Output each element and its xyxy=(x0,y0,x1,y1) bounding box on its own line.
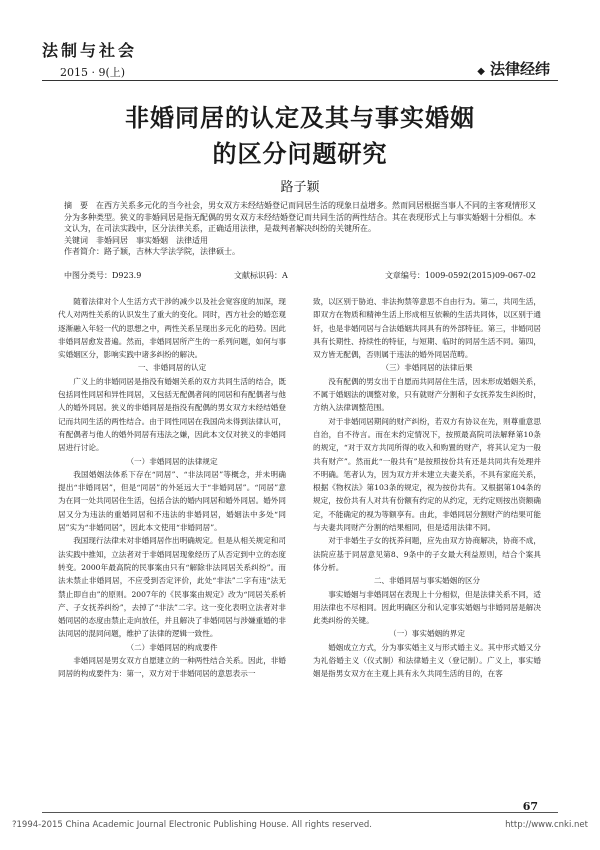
right-column xyxy=(313,295,541,795)
footer-rule xyxy=(42,812,558,813)
abstract-text: 摘 要 在西方关系多元化的当今社会，男女双方未经结婚登记而同居生活的现象日益增多。然而同居根据当事人不同的主客观情形又分为多种类型。狭义的非婚同居是指无配偶的男女双方未经结婚登记而共同生活的两性结合。其在表现形式上与事实婚姻十分相似。本文认为，在司法实践中，区分法律关系，正确适用法律，是裁判者解决纠纷的关键所在。 xyxy=(64,201,536,234)
right-para-4: 对于非婚生子女的抚养问题，应先由双方协商解决，协商不成，法院应基于同居意见第8、9条中的子女最大利益原则，结合个案具体分析。 xyxy=(313,536,541,572)
page-number: 67 xyxy=(522,800,538,813)
copyright-text: ?1994-2015 China Academic Journal Electronic Publishing House. All rights reserved. xyxy=(12,820,372,830)
left-para-2: 广义上的非婚同居是指没有婚姻关系的双方共同生活的结合，既包括同性同居和异性同居，又包括无配偶者间的同居和有配偶者与他人的婚外同居。狭义的非婚同居是指没有配偶的男女双方未经结婚登记而共同生活的两性结合。由于同性同居在我国尚未得到法律认可，有配偶者与他人的婚外同居有违法之嫌，因此本文仅对狭义的非婚同居进行讨论。 xyxy=(58,376,286,453)
author-intro: 作者简介：路子颖，吉林大学法学院，法律硕士。 xyxy=(64,247,240,257)
footer xyxy=(12,820,588,830)
left-heading-6: （二）非婚同居的构成要件 xyxy=(126,642,218,652)
column-label: 法律经纬 xyxy=(489,60,550,78)
right-heading-5: 二、非婚同居与事实婚姻的区分 xyxy=(373,576,481,586)
issue-label: 2015 · 9(上) xyxy=(60,66,126,79)
article-number: 文章编号：1009-0592(2015)09-067-02 xyxy=(384,271,536,280)
right-para-6: 事实婚姻与非婚同居在表现上十分相似，但是法律关系不同，适用法律也不尽相同。因此明确区分和认定事实婚姻与非婚同居是解决此类纠纷的关键。 xyxy=(313,589,541,626)
author-name: 路子颖 xyxy=(280,180,320,195)
left-para-7: 非婚同居是男女双方自愿建立的一种两性结合关系。因此，非婚同居的构成要件为：第一，双方对于非婚同居的意思表示一 xyxy=(58,656,286,679)
right-para-0: 致，以区别于胁迫、非法拘禁等意思不自由行为。第二，共同生活，即双方在物质和精神生活上形成相互依赖的生活共同体，以区别于通奸，也是非婚同居与合法婚姻共同具有的外部特征。第三，非婚同居具有长期性、持续性的特征，与短期、临时的同居生活不同。第四，双方皆无配偶，否则属于违法的婚外同居范畴。 xyxy=(313,297,541,360)
left-heading-1: 一、非婚同居的认定 xyxy=(137,363,207,373)
article-title-line1: 非婚同居的认定及其与事实婚姻 xyxy=(125,104,475,132)
right-heading-1: （三）非婚同居的法律后果 xyxy=(381,363,473,373)
site-link[interactable]: http://www.cnki.net xyxy=(505,820,588,830)
article-title-line2: 的区分问题研究 xyxy=(212,140,388,168)
abstract-block xyxy=(64,200,536,258)
document-code: 文献标识码：A xyxy=(234,271,288,280)
left-heading-3: （一）非婚同居的法律规定 xyxy=(126,456,218,466)
column-tag xyxy=(477,58,550,79)
diamond-icon: ◆ xyxy=(477,66,485,77)
left-para-0: 随着法律对个人生活方式干涉的减少以及社会宽容度的加深，现代人对两性关系的认识发生了重大的变化。同时，西方社会的婚恋观逐渐融入年轻一代的思想之中，两性关系呈现出多元化的趋势。因此非婚同居愈发普遍。然而，非婚同居所产生的一系列问题，如何与事实婚姻区分，影响实践中诸多纠纷的解决。 xyxy=(58,297,286,360)
right-para-8: 婚姻成立方式，分为事实婚主义与形式婚主义。其中形式婚又分为礼俗婚主义（仪式制）和法律婚主义（登记制）。广义上，事实婚姻是指男女双方在主观上具有永久共同生活的目的，在客 xyxy=(313,642,541,679)
left-para-4: 我国婚姻法体系下存在“同居”、“非法同居”等概念，并未明确提出“非婚同居”，但是“同居”的外延远大于“非婚同居”。“同居”意为在同一处共同居住生活，包括合法的婚内同居和婚外同居。婚外同居又分为违法的重婚同居和不违法的非婚同居，婚姻法中多处“同居”实为“非婚同居”，因此本文使用“非婚同居”。 xyxy=(58,469,286,533)
class-number: 中图分类号：D923.9 xyxy=(64,271,142,280)
header-rule xyxy=(42,80,558,81)
left-para-5: 我国现行法律未对非婚同居作出明确规定。但是从相关规定和司法实践中推知，立法者对于非婚同居现象经历了从否定到中立的态度转变。2000年最高院的民事案由只有“解除非法同居关系纠纷”。而法未禁止非婚同居，不应受到否定评价，此处“非法”二字有违“法无禁止即自由”的原则。2007年的《民事案由规定》改为“同居关系析产、子女抚养纠纷”，去掉了“非法”二字。这一变化表明立法者对非婚同居的态度由禁止走向放任，并且解决了非婚同居与涉嫌重婚的非法同居的混同问题，维护了法律的逻辑一致性。 xyxy=(58,536,286,639)
right-para-2: 没有配偶的男女出于自愿而共同居住生活，因未形成婚姻关系，不属于婚姻法的调整对象，只有就财产分割和子女抚养发生纠纷时，方纳入法律调整范围。 xyxy=(313,376,541,413)
right-para-3: 对于非婚同居期间的财产纠纷，若双方有协议在先，则尊重意思自治，自不待言。而在未约定情况下，按照最高院司法解释第10条的规定，“对于双方共同所得的收入和购置的财产，将其认定为一般共有财产”。然而此“一般共有”是按照按份共有还是共同共有处理并不明确。笔者认为，因为双方并未建立夫妻关系，不具有家庭关系，根据《物权法》第103条的规定，视为按份共有。又根据第104条的规定，按份共有人对共有份额有约定的从约定，无约定则按出资额确定，不能确定的视为等额享有。由此，非婚同居分割财产的结果可能与夫妻共同财产分割的结果相同，但是适用法律不同。 xyxy=(313,416,541,533)
left-column xyxy=(58,295,286,795)
right-heading-7: （一）事实婚姻的界定 xyxy=(389,629,465,639)
journal-masthead: 法制与社会 xyxy=(42,41,138,60)
keywords: 关键词 非婚同居 事实婚姻 法律适用 xyxy=(64,235,208,245)
